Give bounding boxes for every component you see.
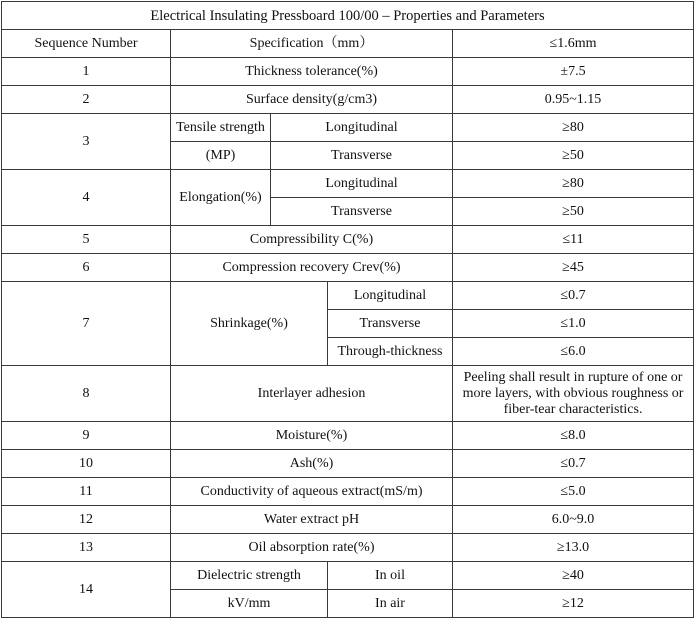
seq-cell: 14 — [2, 562, 171, 618]
sub-property-cell: Transverse — [271, 198, 453, 226]
table-row — [2, 450, 694, 478]
value-cell: ≤6.0 — [453, 338, 694, 366]
table-row — [2, 366, 694, 422]
value-cell: ≤1.0 — [453, 310, 694, 338]
table-row — [2, 422, 694, 450]
table-row — [2, 170, 694, 198]
table-row — [2, 562, 694, 590]
property-cell: Shrinkage(%) — [171, 282, 328, 366]
value-cell: ≥13.0 — [453, 534, 694, 562]
header-specification: Specification（mm） — [171, 30, 453, 58]
value-cell: ≤0.7 — [453, 450, 694, 478]
seq-cell: 2 — [2, 86, 171, 114]
seq-cell: 1 — [2, 58, 171, 86]
property-cell: Tensile strength — [171, 114, 271, 142]
value-cell: ≥12 — [453, 590, 694, 618]
sub-property-cell: Longitudinal — [271, 170, 453, 198]
table-row — [2, 478, 694, 506]
property-cell: Ash(%) — [171, 450, 453, 478]
table-row — [2, 282, 694, 310]
property-cell: Oil absorption rate(%) — [171, 534, 453, 562]
value-cell: ≤0.7 — [453, 282, 694, 310]
property-cell: Compressibility C(%) — [171, 226, 453, 254]
value-cell: ≥40 — [453, 562, 694, 590]
seq-cell: 4 — [2, 170, 171, 226]
table-row — [2, 86, 694, 114]
table-row — [2, 226, 694, 254]
property-cell: Interlayer adhesion — [171, 366, 453, 422]
property-cell: Conductivity of aqueous extract(mS/m) — [171, 478, 453, 506]
header-sequence: Sequence Number — [2, 30, 171, 58]
properties-table-container — [1, 1, 694, 618]
value-cell: ≥80 — [453, 114, 694, 142]
value-cell: ≤5.0 — [453, 478, 694, 506]
value-cell: ≥45 — [453, 254, 694, 282]
seq-cell: 5 — [2, 226, 171, 254]
property-cell: Surface density(g/cm3) — [171, 86, 453, 114]
value-cell: ≤11 — [453, 226, 694, 254]
value-cell: ≥50 — [453, 142, 694, 170]
value-cell: 6.0~9.0 — [453, 506, 694, 534]
value-cell: ≥80 — [453, 170, 694, 198]
seq-cell: 11 — [2, 478, 171, 506]
value-cell: Peeling shall result in rupture of one or more layers, with obvious roughness or fiber-tear characteristics. — [453, 366, 694, 422]
seq-cell: 6 — [2, 254, 171, 282]
sub-property-cell: In oil — [328, 562, 453, 590]
seq-cell: 3 — [2, 114, 171, 170]
value-cell: ±7.5 — [453, 58, 694, 86]
property-cell: Compression recovery Crev(%) — [171, 254, 453, 282]
property-cell: (MP) — [171, 142, 271, 170]
table-row — [2, 58, 694, 86]
seq-cell: 8 — [2, 366, 171, 422]
property-cell: Elongation(%) — [171, 170, 271, 226]
property-cell: Thickness tolerance(%) — [171, 58, 453, 86]
table-row — [2, 114, 694, 142]
property-cell: Dielectric strength — [171, 562, 328, 590]
seq-cell: 10 — [2, 450, 171, 478]
value-cell: ≥50 — [453, 198, 694, 226]
sub-property-cell: Through-thickness — [328, 338, 453, 366]
seq-cell: 12 — [2, 506, 171, 534]
property-cell: Water extract pH — [171, 506, 453, 534]
seq-cell: 9 — [2, 422, 171, 450]
property-cell: Moisture(%) — [171, 422, 453, 450]
sub-property-cell: Longitudinal — [271, 114, 453, 142]
seq-cell: 13 — [2, 534, 171, 562]
sub-property-cell: Longitudinal — [328, 282, 453, 310]
value-cell: 0.95~1.15 — [453, 86, 694, 114]
title-row — [2, 2, 694, 30]
properties-table — [1, 1, 694, 618]
seq-cell: 7 — [2, 282, 171, 366]
sub-property-cell: In air — [328, 590, 453, 618]
table-row — [2, 534, 694, 562]
property-cell: kV/mm — [171, 590, 328, 618]
sub-property-cell: Transverse — [271, 142, 453, 170]
table-row — [2, 254, 694, 282]
value-cell: ≤8.0 — [453, 422, 694, 450]
header-row — [2, 30, 694, 58]
sub-property-cell: Transverse — [328, 310, 453, 338]
table-row — [2, 506, 694, 534]
table-title: Electrical Insulating Pressboard 100/00 – Properties and Parameters — [2, 2, 694, 30]
header-value: ≤1.6mm — [453, 30, 694, 58]
